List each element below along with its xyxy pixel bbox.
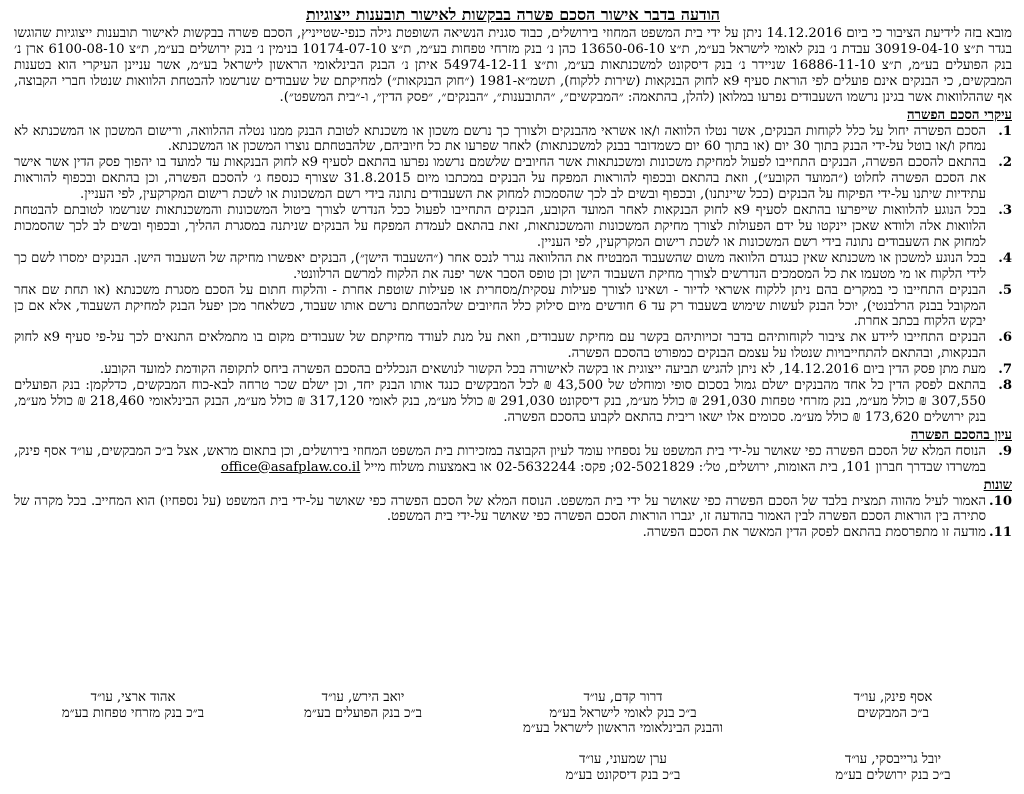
list-item: 11. מודעה זו מתפרסמת בהתאם לפסק הדין המאשר את הסכם הפשרה. bbox=[642, 525, 1012, 541]
signature: ערן שמעוני, עו״ד ב״כ בנק דיסקונט בע״מ bbox=[565, 752, 681, 783]
legal-notice bbox=[6, 6, 1018, 788]
list-item: 2. בהתאם להסכם הפשרה, הבנקים התחייבו לפעול למחיקת משכונות ומשכנתאות אשר החיובים שלשמם נרשמו נפרעו בהתאם לסעיף 9א לחוק הבנקאות עד למועד בו יהפוך פסק הדין אשר אישר את הסכם הפשרה לחלוט (״המועד הקובע״), וזאת בהתאם ובכפוף להוראות המפקח על הבנקים במכתבו מיום 31.8.2015 שצורף כנספח ג׳ להסכם הפשרה, וכן בהתאם ובכפוף להוראות עתידיות שיתנו על-ידי הפיקוח על הבנקים (ככל שיינתנו), ובכפוף ובשים לב לכך שהסמכות למחוק את השעבודים נתונה בידי רשם המשכונות או לשכת רישום המקרקעין, לפי העניין. bbox=[14, 155, 1012, 203]
signature: יואב הירש, עו״ד ב״כ בנק הפועלים בע״מ bbox=[304, 690, 422, 721]
list-item: 4. בכל הנוגע למשכון או משכנתא שאין כנגדם הלוואה משום שהשעבוד המבטיח את ההלוואה נגרר לנכס אחר (״השעבוד הישן״), הבנקים יאפשרו מחיקה של השעבוד הישן. הבנקים ימסרו לשם כך לידי הלקוח או מי מטעמו את כל המסמכים הנדרשים לצורך מחיקת השעבוד הישן וכן טופס הסבר אשר יפנה את הלקוח למרשם הרלוונטי. bbox=[14, 250, 1012, 282]
notice-title: הודעה בדבר אישור הסכם פשרה בבקשות לאישור תובענות ייצוגיות bbox=[305, 5, 720, 24]
signature: דרור קדם, עו״ד ב״כ בנק לאומי לישראל בע״מ והבנק הבינלאומי הראשון לישראל בע״מ bbox=[522, 690, 724, 736]
email-link[interactable]: office@asafplaw.co.il bbox=[220, 459, 361, 475]
list-item: 10. האמור לעיל מהווה תמצית בלבד של הסכם הפשרה כפי שאושר על ידי בית המשפט. הנוסח המלא של הסכם הפשרה כפי שאושר על-ידי בית המשפט (על נספחיו) הוא המחייב. בכל מקרה של סתירה בין הוראות הסכם הפשרה לבין האמור בהודעה זו, יגברו הוראות הסכם הפשרה כפי שאושר על-ידי בית המשפט. bbox=[14, 493, 1012, 525]
list-item: 5. הבנקים התחייבו כי במקרים בהם ניתן ללקוח אשראי לדיור - ושאינו לצורך פעילות עסקית/מסחרית או פעילות שוטפת אחרת - והלקוח חתום על הסכם מסגרת משכנתא (או תחת שם אחר המקובל בבנק הרלבנטי), יוכל הבנק לעשות שימוש בשעבוד רק עד 6 חודשים מיום סילוק כלל החיובים שלהבטחתם נרשם אותו שעבוד, כשלאחר מכן יפעל הבנק למחיקת השעבוד, אלא אם כן יבקש הלקוח בכתב אחרת. bbox=[14, 282, 1012, 330]
section-heading-misc: שונות bbox=[983, 477, 1012, 493]
signature: אסף פינק, עו״ד ב״כ המבקשים bbox=[853, 690, 933, 721]
list-item: 7. מעת מתן פסק הדין ביום 14.12.2016, לא ניתן להגיש תביעה ייצוגית או בקשה לאישורה בכל הקשור לנושאים הנכללים בהסכם הפשרה ביחס לתקופה הקודמת למועד הקובע. bbox=[99, 362, 1012, 378]
signatures-block bbox=[6, 690, 1018, 786]
items-list-main bbox=[14, 124, 1012, 426]
notice-intro: מובא בזה לידיעת הציבור כי ביום 14.12.2016 ניתן על ידי בית המשפט המחוזי בירושלים, כבוד סגנית הנשיאה השופטת גילה כנפי-שטייניץ, הסכם פשרה בבקשות לאישור תובענות ייצוגיות שהוגשו בגדר ת״צ 30919-04-10 עבדת נ׳ בנק לאומי לישראל בע״מ, ת״צ 13650-06-10 כהן נ׳ בנק מזרחי טפחות בע״מ, ת״צ 10174-07-10 בנימין נ׳ בנק ירושלים בע״מ, ת״צ 6100-08-10 ארן נ׳ בנק הפועלים בע״מ, ת״צ 16886-11-10 שניידר נ׳ בנק דיסקונט למשכנתאות בע״מ, ות״צ 54974-12-11 איתן נ׳ הבנק הבינלאומי הראשון לישראל בע״מ, אשר עניינן העיקרי הוא בטענות המבקשים, כי הבנקים אינם פועלים לפי הוראת סעיף 9א לחוק הבנקאות (שירות ללקוח), תשמ״א-1981 (״חוק הבנקאות״) למחיקתם של שעבודים שנרשמו להבטחת הלוואות שנטלו חברי הקבוצה, אף שההלוואות אשר בגינן נרשמו השעבודים נפרעו במלואן (להלן, בהתאמה: ״המבקשים״, ״התובענות״, ״הבנקים״, ״פסק הדין״, ו-״בית המשפט״). bbox=[14, 26, 1013, 105]
section-heading-inspection: עיון בהסכם הפשרה bbox=[910, 427, 1012, 443]
signature: יובל גרייבסקי, עו״ד ב״כ בנק ירושלים בע״מ bbox=[835, 752, 951, 783]
signature: אהוד ארצי, עו״ד ב״כ בנק מזרחי טפחות בע״מ bbox=[61, 690, 205, 721]
list-item: 8. בהתאם לפסק הדין כל אחד מהבנקים ישלם גמול בסכום סופי ומוחלט של 43,500 ₪ לכל המבקשים כנגד אותו הבנק יחד, וכן ישלם שכר טרחה לבא-כוח המבקשים, כדלקמן: בנק הפועלים 307,550 ₪ כולל מע״מ, בנק מזרחי טפחות 291,030 ₪ כולל מע״מ, בנק דיסקונט 291,030 ₪ כולל מע״מ, בנק לאומי 317,120 ₪ כולל מע״מ, הבנק הבינלאומי 218,460 ₪ כולל מע״מ, בנק ירושלים 173,620 ₪ כולל מע״מ. סכומים אלו ישאו ריבית בהתאם לקבוע בהסכם הפשרה. bbox=[14, 378, 1012, 425]
items-list-inspection bbox=[14, 444, 1012, 476]
items-list-misc bbox=[14, 494, 1012, 542]
list-item: 1. הסכם הפשרה יחול על כלל לקוחות הבנקים, אשר נטלו הלוואה ו/או אשראי מהבנקים ולצורך כך נרשם משכון או משכנתא לטובת הבנק ממנו נטלה ההלוואה, ורישום המשכון או המשכנתא לא נמחק ו/או בוטל על-ידי הבנק בתוך 30 יום (או בתוך 60 יום כשמדובר בבנק למשכנתאות) לאחר שפרעו את כל חיוביהם, שלהבטחתם נוצרו המשכון או המשכנתא. bbox=[14, 123, 1012, 155]
list-item: 6. הבנקים התחייבו ליידע את ציבור לקוחותיהם בדבר זכויותיהם בקשר עם מחיקת שעבודים, וזאת על מנת לעודד מחיקתם של שעבודים מקום בו מתמלאים התנאים לכך על-פי סעיף 9א לחוק הבנקאות, ובהתאם להתחייבויות שנטלו על עצמם הבנקים כמפורט בהסכם הפשרה. bbox=[14, 330, 1012, 362]
list-item: 9. הנוסח המלא של הסכם הפשרה כפי שאושר על-ידי בית המשפט על נספחיו עומד לעיון הקבוצה במזכירות בית המשפט המחוזי בירושלים, וכן בתאום מראש, אצל ב״כ המבקשים, עו״ד אסף פינק, במשרדו שבדרך חברון 101, בית האומות, ירושלים, טל׳: 02-5021829; פקס: 02-5632244 או באמצעות משלוח מייל office@asafplaw.co.il bbox=[14, 443, 1012, 475]
list-item: 3. בכל הנוגע להלוואות שייפרעו בהתאם לסעיף 9א לחוק הבנקאות לאחר המועד הקובע, הבנקים התחייבו לפעול ככל הנדרש לצורך ביטול המשכונות והמשכנתאות שנרשמו לטובתם להבטחת הלוואות אלה ולוודא שאכן יינקטו על ידם הפעולות לצורך מחיקת המשכונות והמשכנתאות, זאת בהתאם לעמדת המפקח על הבנקים שניתנה במסגרת ההליך, ובכפוף ובשים לב לכך שהסמכות למחוק את השעבודים נתונה בידי רשם המשכונות או לשכת רישום המקרקעין, לפי העניין. bbox=[14, 203, 1012, 250]
section-heading-main-points: עיקרי הסכם הפשרה bbox=[906, 107, 1012, 123]
